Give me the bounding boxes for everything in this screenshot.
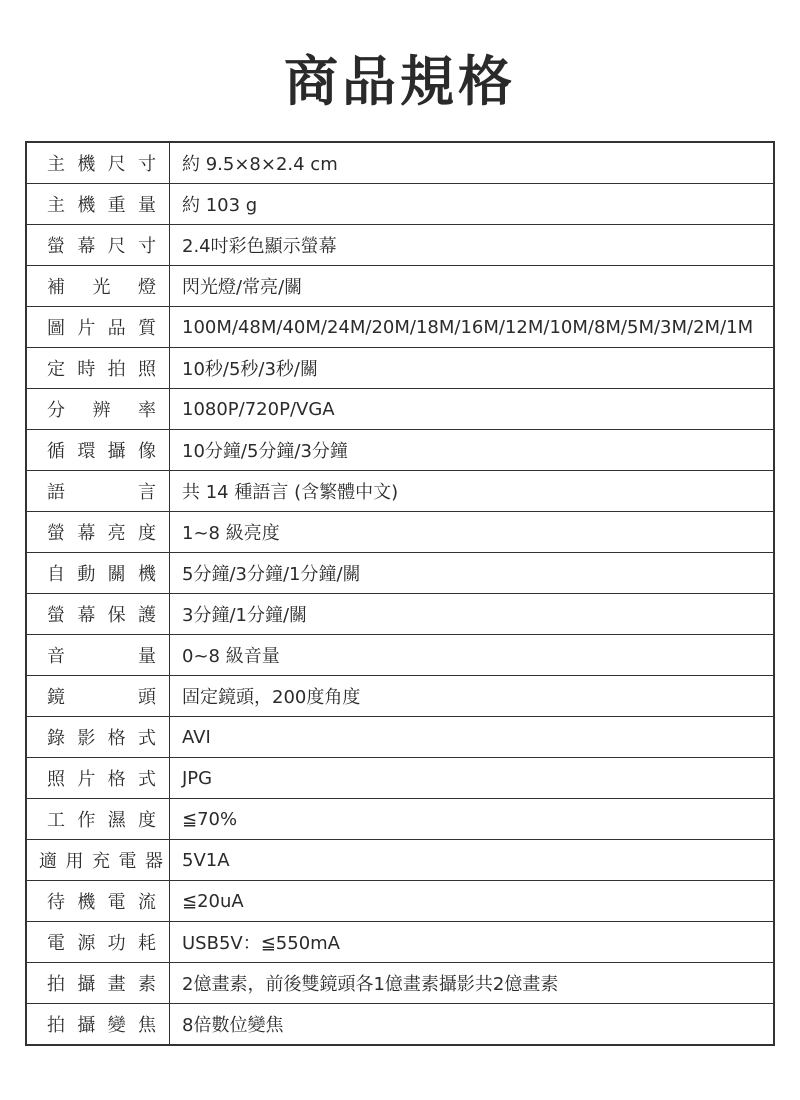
- spec-label-char: 片: [77, 318, 96, 339]
- spec-value: 0~8 級音量: [170, 635, 775, 676]
- spec-value: 約 103 g: [170, 184, 775, 225]
- table-row: [26, 881, 774, 922]
- spec-label-char: 片: [77, 769, 96, 790]
- spec-label-char: 工: [47, 810, 65, 831]
- table-row: [26, 307, 774, 348]
- spec-label-char: 拍: [107, 359, 126, 380]
- spec-label-char: 率: [138, 400, 156, 421]
- spec-label-char: 環: [77, 441, 96, 462]
- spec-label-cell: [26, 471, 170, 512]
- spec-label-char: 機: [77, 195, 96, 216]
- table-row: [26, 963, 774, 1004]
- spec-label-cell: [26, 430, 170, 471]
- spec-label-char: 機: [77, 154, 96, 175]
- spec-label-cell: [26, 266, 170, 307]
- page-title: 商品規格: [284, 50, 516, 113]
- spec-value: 固定鏡頭，200度角度: [170, 676, 775, 717]
- spec-label: [27, 396, 169, 422]
- table-row: [26, 225, 774, 266]
- spec-label-cell: [26, 594, 170, 635]
- spec-label-char: 度: [137, 810, 156, 831]
- spec-label-char: 幕: [77, 605, 96, 626]
- spec-label: [27, 150, 169, 176]
- spec-label-char: 寸: [137, 236, 156, 257]
- spec-label-char: 品: [107, 318, 126, 339]
- spec-label-char: 關: [107, 564, 126, 585]
- table-row: [26, 758, 774, 799]
- spec-label-char: 流: [137, 892, 156, 913]
- spec-label-char: 焦: [137, 1015, 156, 1036]
- spec-label-cell: [26, 635, 170, 676]
- spec-label-char: 照: [47, 769, 65, 790]
- table-row: [26, 266, 774, 307]
- spec-label-char: 電: [47, 933, 65, 954]
- spec-value: 5V1A: [170, 840, 775, 881]
- spec-label-char: 機: [137, 564, 156, 585]
- spec-label-char: 螢: [47, 523, 65, 544]
- spec-label-char: 寸: [137, 154, 156, 175]
- spec-label-char: 畫: [107, 974, 126, 995]
- spec-label-char: 主: [47, 154, 65, 175]
- spec-label-char: 燈: [138, 277, 156, 298]
- spec-label: [27, 478, 169, 504]
- spec-label-char: 分: [47, 400, 65, 421]
- spec-label-char: 拍: [47, 974, 65, 995]
- spec-label-cell: [26, 307, 170, 348]
- spec-label-cell: [26, 389, 170, 430]
- spec-label-char: 攝: [77, 1015, 96, 1036]
- spec-label-char: 機: [77, 892, 96, 913]
- spec-value: 8倍數位變焦: [170, 1004, 775, 1046]
- spec-label: [27, 232, 169, 258]
- spec-label: [27, 806, 169, 832]
- spec-label: [27, 314, 169, 340]
- spec-value: 5分鐘/3分鐘/1分鐘/關: [170, 553, 775, 594]
- spec-label-char: 亮: [107, 523, 126, 544]
- spec-value: 2.4吋彩色顯示螢幕: [170, 225, 775, 266]
- spec-label-cell: [26, 553, 170, 594]
- spec-label-char: 保: [107, 605, 126, 626]
- spec-label-cell: [26, 799, 170, 840]
- spec-label-char: 作: [77, 810, 96, 831]
- spec-label-char: 素: [137, 974, 156, 995]
- spec-label-char: 重: [107, 195, 126, 216]
- spec-value: 閃光燈/常亮/關: [170, 266, 775, 307]
- spec-label: [27, 847, 169, 873]
- table-row: [26, 553, 774, 594]
- table-row: [26, 840, 774, 881]
- table-row: [26, 922, 774, 963]
- spec-label-char: 自: [47, 564, 65, 585]
- spec-value: 1080P/720P/VGA: [170, 389, 775, 430]
- spec-label-cell: [26, 717, 170, 758]
- spec-label-char: 動: [77, 564, 96, 585]
- spec-label-char: 音: [47, 646, 65, 667]
- spec-value: 100M/48M/40M/24M/20M/18M/16M/12M/10M/8M/5M/3M/2M/1M: [170, 307, 775, 348]
- spec-label-char: 質: [137, 318, 156, 339]
- spec-label-char: 語: [47, 482, 65, 503]
- table-row: [26, 594, 774, 635]
- spec-label: [27, 519, 169, 545]
- spec-label-cell: [26, 225, 170, 266]
- spec-label-char: 幕: [77, 523, 96, 544]
- spec-label-char: 攝: [107, 441, 126, 462]
- spec-label-cell: [26, 840, 170, 881]
- spec-label: [27, 970, 169, 996]
- spec-label-char: 時: [77, 359, 96, 380]
- spec-value: 共 14 種語言 (含繁體中文): [170, 471, 775, 512]
- spec-label-char: 式: [137, 769, 156, 790]
- spec-label-char: 充: [92, 851, 110, 872]
- spec-label: [27, 683, 169, 709]
- spec-value: 10秒/5秒/3秒/關: [170, 348, 775, 389]
- spec-label-char: 電: [107, 892, 126, 913]
- spec-label-cell: [26, 348, 170, 389]
- spec-label: [27, 437, 169, 463]
- spec-label-char: 待: [47, 892, 65, 913]
- spec-label-cell: [26, 881, 170, 922]
- spec-label-char: 螢: [47, 605, 65, 626]
- spec-label-char: 尺: [107, 154, 126, 175]
- spec-table-body: [26, 142, 774, 1045]
- spec-label: [27, 560, 169, 586]
- spec-label-char: 量: [137, 195, 156, 216]
- spec-label: [27, 765, 169, 791]
- table-row: [26, 1004, 774, 1046]
- spec-label: [27, 355, 169, 381]
- spec-label-char: 循: [47, 441, 65, 462]
- spec-label-char: 用: [65, 851, 84, 872]
- table-row: [26, 471, 774, 512]
- spec-label-char: 變: [107, 1015, 126, 1036]
- spec-label: [27, 724, 169, 750]
- spec-value: ≦70%: [170, 799, 775, 840]
- spec-label-cell: [26, 184, 170, 225]
- spec-label: [27, 191, 169, 217]
- spec-label-char: 度: [137, 523, 156, 544]
- spec-label-cell: [26, 1004, 170, 1046]
- spec-label-char: 攝: [77, 974, 96, 995]
- spec-label: [27, 642, 169, 668]
- spec-value: 10分鐘/5分鐘/3分鐘: [170, 430, 775, 471]
- spec-label-char: 像: [137, 441, 156, 462]
- table-row: [26, 348, 774, 389]
- spec-label-char: 螢: [47, 236, 65, 257]
- spec-label-char: 格: [107, 769, 126, 790]
- table-row: [26, 142, 774, 184]
- spec-label-char: 定: [47, 359, 65, 380]
- spec-value: 約 9.5×8×2.4 cm: [170, 142, 775, 184]
- spec-label-char: 耗: [137, 933, 156, 954]
- spec-label-cell: [26, 512, 170, 553]
- table-row: [26, 389, 774, 430]
- spec-label-char: 辨: [92, 400, 111, 421]
- table-row: [26, 635, 774, 676]
- spec-label: [27, 929, 169, 955]
- spec-label-char: 錄: [47, 728, 65, 749]
- spec-label-char: 式: [137, 728, 156, 749]
- spec-label: [27, 601, 169, 627]
- spec-value: 3分鐘/1分鐘/關: [170, 594, 775, 635]
- spec-label-char: 器: [145, 851, 163, 872]
- table-row: [26, 184, 774, 225]
- spec-label: [27, 273, 169, 299]
- table-row: [26, 717, 774, 758]
- table-row: [26, 676, 774, 717]
- spec-label-cell: [26, 922, 170, 963]
- spec-label-char: 源: [77, 933, 96, 954]
- spec-label-char: 拍: [47, 1015, 65, 1036]
- spec-label: [27, 1011, 169, 1037]
- spec-label-char: 補: [47, 277, 65, 298]
- spec-label-char: 圖: [47, 318, 65, 339]
- spec-label-char: 格: [107, 728, 126, 749]
- spec-label-char: 主: [47, 195, 65, 216]
- table-row: [26, 799, 774, 840]
- spec-label-char: 言: [138, 482, 156, 503]
- spec-table: [25, 141, 775, 1046]
- spec-label-char: 影: [77, 728, 96, 749]
- spec-label-char: 幕: [77, 236, 96, 257]
- spec-label-char: 光: [92, 277, 111, 298]
- spec-label-char: 頭: [138, 687, 156, 708]
- spec-label-char: 電: [118, 851, 137, 872]
- spec-label-char: 功: [107, 933, 126, 954]
- table-row: [26, 430, 774, 471]
- spec-label-char: 濕: [107, 810, 126, 831]
- spec-label-char: 護: [137, 605, 156, 626]
- spec-label-char: 尺: [107, 236, 126, 257]
- spec-label-char: 照: [137, 359, 156, 380]
- spec-value: AVI: [170, 717, 775, 758]
- spec-label-char: 量: [138, 646, 156, 667]
- spec-value: 2億畫素，前後雙鏡頭各1億畫素攝影共2億畫素: [170, 963, 775, 1004]
- spec-label-char: 適: [39, 851, 57, 872]
- spec-value: ≦20uA: [170, 881, 775, 922]
- spec-label-char: 鏡: [47, 687, 65, 708]
- spec-value: USB5V：≦550mA: [170, 922, 775, 963]
- spec-label-cell: [26, 758, 170, 799]
- spec-label-cell: [26, 963, 170, 1004]
- spec-label-cell: [26, 142, 170, 184]
- spec-label-cell: [26, 676, 170, 717]
- table-row: [26, 512, 774, 553]
- spec-label: [27, 888, 169, 914]
- spec-value: 1~8 級亮度: [170, 512, 775, 553]
- spec-value: JPG: [170, 758, 775, 799]
